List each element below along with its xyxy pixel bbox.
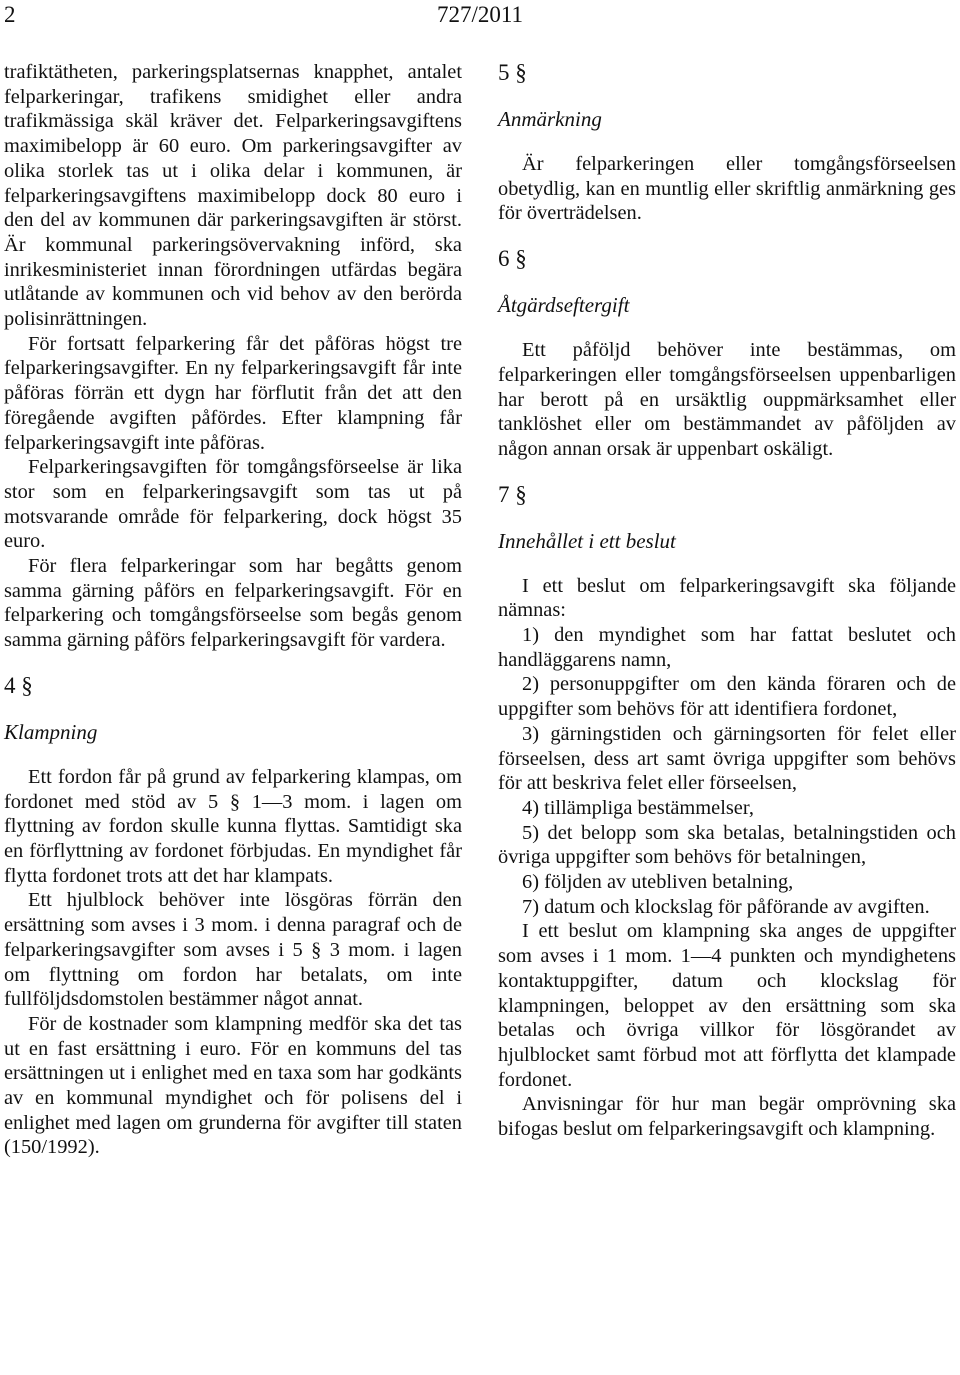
spacer bbox=[498, 226, 956, 246]
section-number: 6 § bbox=[498, 246, 527, 272]
spacer bbox=[4, 699, 462, 719]
left-column bbox=[4, 60, 462, 1160]
section-title: Klampning bbox=[4, 719, 98, 744]
list-item: 6) följden av utebliven betalning, bbox=[522, 871, 794, 894]
spacer bbox=[498, 272, 956, 292]
paragraph: I ett beslut om felparkeringsavgift ska följande nämnas: bbox=[498, 574, 956, 622]
spacer bbox=[498, 86, 956, 106]
spacer bbox=[4, 745, 462, 765]
list-item: 7) datum och klockslag för påförande av avgiften. bbox=[522, 895, 930, 918]
section-title: Anmärkning bbox=[498, 107, 602, 131]
paragraph: För de kostnader som klampning medför ska det tas ut en fast ersättning i euro. För en kommuns del tas ersättningen ut i enlighet med en taxa som har godkänts av en kommunal myndighet och för polisens del i enlighet med lagen om grunderna för avgifter till staten (150/1992). bbox=[4, 1012, 462, 1159]
section-title: Innehållet i ett beslut bbox=[498, 528, 676, 553]
spacer bbox=[498, 318, 956, 338]
list-item: 4) tillämpliga bestämmelser, bbox=[522, 796, 754, 819]
list-item: 1) den myndighet som har fattat beslutet och handläggarens namn, bbox=[498, 624, 956, 671]
section-number: 7 § bbox=[498, 481, 527, 507]
right-column bbox=[498, 60, 956, 1142]
paragraph: Ett påföljd behöver inte bestämmas, om felparkeringen eller tomgångsförseelsen uppenbarligen har berott på en ursäktlig ouppmärksamhet eller tanklöshet eller om bestämmandet av påföljden av någon annan orsak är uppenbart oskäligt. bbox=[498, 339, 956, 460]
paragraph: Ett fordon får på grund av felparkering klampas, om fordonet med stöd av 5 § 1—3 mom. i lagen om flyttning av fordon skulle kunna flyttas. Samtidigt ska en förflyttning av fordonet förbjudas. En myndighet får flytta fordonet trots att det har klampats. bbox=[4, 765, 462, 887]
spacer bbox=[498, 508, 956, 528]
section-number: 5 § bbox=[498, 60, 527, 85]
spacer bbox=[498, 462, 956, 482]
page-header bbox=[0, 0, 960, 30]
paragraph: Anvisningar för hur man begär omprövning ska bifogas beslut om felparkeringsavgift och klampning. bbox=[498, 1093, 956, 1141]
list-item: 3) gärningstiden och gärningsorten för felet eller förseelsen, dess art samt övriga uppgifter som behövs för att beskriva felet eller förseelsen, bbox=[498, 722, 956, 795]
paragraph: Är felparkeringen eller tomgångsförseelsen obetydlig, kan en muntlig eller skriftlig anmärkning ges för överträdelsen. bbox=[498, 153, 956, 225]
paragraph: I ett beslut om klampning ska anges de uppgifter som avses i 1 mom. 1—4 punkten och myndighetens kontaktuppgifter, datum och klockslag för klampningen, beloppet av den ersättning som ska betalas och övriga villkor för lösgörandet av hjulblocket samt förbud mot att förflytta det klampade fordonet. bbox=[498, 920, 956, 1091]
spacer bbox=[4, 653, 462, 673]
paragraph: Ett hjulblock behöver inte lösgöras förrän den ersättning som avses i 3 mom. i denna paragraf och de felparkeringsavgifter som avses i 5 § 3 mom. i lagen om flyttning om fordon har betalats, om inte fullföljdsdomstolen bestämmer något annat. bbox=[4, 889, 462, 1011]
spacer bbox=[498, 554, 956, 574]
section-title: Åtgärdseftergift bbox=[498, 293, 630, 318]
list-item: 2) personuppgifter om den kända föraren och de uppgifter som behövs för att identifiera fordonet, bbox=[498, 673, 956, 721]
section-number: 4 § bbox=[4, 672, 33, 698]
spacer bbox=[498, 132, 956, 152]
list-item: 5) det belopp som ska betalas, betalningstiden och övriga uppgifter som behövs för betalningen, bbox=[498, 821, 956, 869]
paragraph: Felparkeringsavgiften för tomgångsförseelse är lika stor som en felparkeringsavgift som tas ut på motsvarande område för felparkering, dock högst 35 euro. bbox=[4, 456, 462, 553]
page-number: 2 bbox=[4, 2, 16, 27]
paragraph: För fortsatt felparkering får det påföras högst tre felparkeringsavgifter. En ny felparkeringsavgift får inte påföras förrän ett dygn har förflutit från det att den föregående avgiften påfördes. Efter klampning får felparkeringsavgift inte påföras. bbox=[4, 332, 462, 454]
document-number: 727/2011 bbox=[436, 2, 524, 27]
paragraph: trafiktätheten, parkeringsplatsernas knapphet, antalet felparkeringar, trafikens smidighet eller andra trafikmässiga skäl kräver det. Felparkeringsavgiftens maximibelopp är 60 euro. Om parkeringsavgifter av olika storlek tas ut i olika delar i kommunen, är felparkeringsavgiftens maximibelopp dock 80 euro i den del av kommunen där parkeringsavgiften är störst. Är kommunal parkeringsövervakning införd, ska inrikesministeriet innan förordningen utfärdas begära utlåtande av kommunen och vid behov av den berörda polisinrättningen. bbox=[4, 61, 462, 331]
paragraph: För flera felparkeringar som har begåtts genom samma gärning påförs en felparkeringsavgift. För en felparkering och tomgångsförseelse som begås genom samma gärning påförs felparkeringsavgift för vardera. bbox=[4, 555, 462, 652]
